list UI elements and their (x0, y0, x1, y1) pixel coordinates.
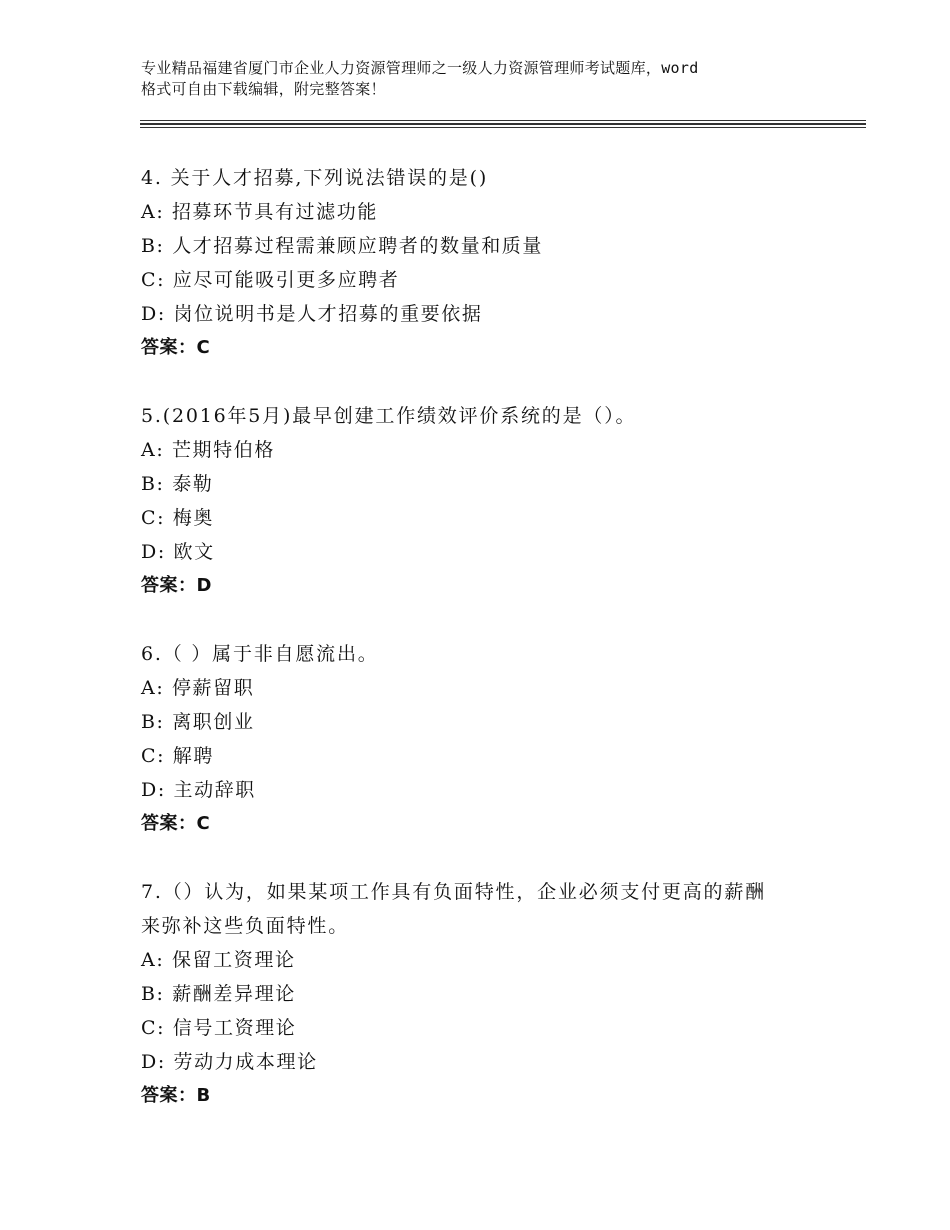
document-header (141, 58, 841, 100)
header-rule-top (140, 120, 866, 121)
header-rule-middle (140, 123, 866, 125)
answer-label: 答案：C (141, 813, 211, 834)
question-stem (141, 161, 841, 195)
option-a: A: 停薪留职 (141, 677, 255, 699)
option-a: A: 芒期特伯格 (141, 439, 275, 461)
answer-label: 答案：D (141, 575, 212, 596)
question-7 (141, 875, 841, 1113)
header-rule-bottom (140, 127, 866, 128)
option-c: C: 应尽可能吸引更多应聘者 (141, 269, 400, 291)
option-d: D: 主动辞职 (141, 779, 256, 801)
question-stem-line: 7.（）认为，如果某项工作具有负面特性，企业必须支付更高的薪酬 (141, 881, 766, 903)
answer-label: 答案：C (141, 337, 211, 358)
question-stem-line: 来弥补这些负面特性。 (141, 915, 350, 937)
option-b: B: 薪酬差异理论 (141, 983, 296, 1005)
option-d: D: 欧文 (141, 541, 215, 563)
option-b: B: 泰勒 (141, 473, 214, 495)
question-stem (141, 875, 841, 943)
option-c: C: 梅奥 (141, 507, 214, 529)
question-stem (141, 399, 841, 433)
header-line-1: 专业精品福建省厦门市企业人力资源管理师之一级人力资源管理师考试题库，word (141, 59, 699, 77)
question-list (141, 161, 841, 1147)
question-6 (141, 637, 841, 841)
option-a: A: 招募环节具有过滤功能 (141, 201, 378, 223)
option-b: B: 人才招募过程需兼顾应聘者的数量和质量 (141, 235, 544, 257)
question-stem-line: 6.（ ）属于非自愿流出。 (141, 643, 379, 665)
option-d: D: 岗位说明书是人才招募的重要依据 (141, 303, 483, 325)
option-c: C: 解聘 (141, 745, 214, 767)
question-stem-line: 4. 关于人才招募,下列说法错误的是() (141, 167, 489, 189)
question-stem (141, 637, 841, 671)
answer-label: 答案：B (141, 1085, 211, 1106)
option-a: A: 保留工资理论 (141, 949, 296, 971)
option-c: C: 信号工资理论 (141, 1017, 297, 1039)
question-4 (141, 161, 841, 365)
question-5 (141, 399, 841, 603)
option-b: B: 离职创业 (141, 711, 255, 733)
option-d: D: 劳动力成本理论 (141, 1051, 318, 1073)
question-stem-line: 5.(2016年5月)最早创建工作绩效评价系统的是（）。 (141, 405, 637, 427)
header-line-2: 格式可自由下载编辑，附完整答案！ (141, 80, 386, 98)
